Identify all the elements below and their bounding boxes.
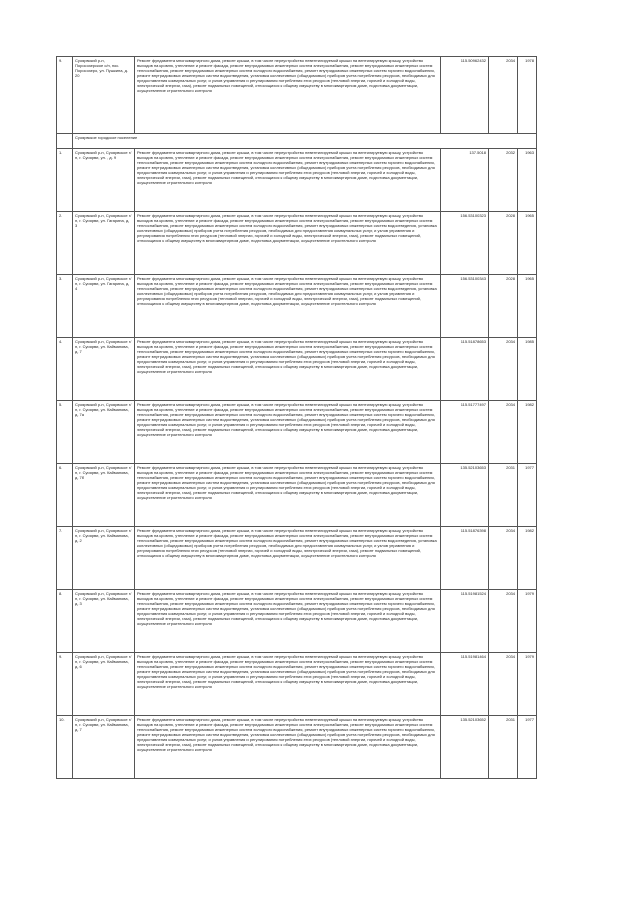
row-plan-year: 2031 [489,464,518,527]
row-area: 115.51876398 [441,527,489,590]
row-build-year: 1977 [518,716,537,779]
row-build-year: 1978 [518,57,537,134]
row-build-year: 1965 [518,212,537,275]
row-address: Суоярвский р-н, Суоярвское г/п, г. Суоярви, ул. Гагарина, д. 3 [73,212,135,275]
row-build-year: 1965 [518,275,537,338]
row-build-year: 1982 [518,401,537,464]
row-address: Суоярвский р-н, Суоярвское г/п, г. Суоярви, ул. , д. 9 [73,149,135,212]
row-plan-year: 2034 [489,653,518,716]
section-row [57,134,537,149]
register-table [56,56,537,779]
row-plan-year: 2028 [489,275,518,338]
row-works: Ремонт фундамента многоквартирного дома, ремонт крыши, в том числе переустройство невентилируемой крыши на вентилируемую крышу, устройство выходов на кровлю, утепление и ремонт фасада, ремонт внутридомовых инженерных систем электроснабжения, ремонт внутридомовых инженерных систем теплоснабжения, ремонт внутридомовых инженерных систем холодного водоснабжения, ремонт внутридомовых инженерных систем горячего водоснабжения, ремонт внутридомовых инженерных систем водоотведения, установка коллективных (общедомовых) приборов учета потребления ресурсов, необходимых для предоставления коммунальных услуг, и узлов управления и регулирования потребления этих ресурсов (тепловой энергии, горячей и холодной воды, электрической энергии, газа), ремонт подвальных помещений, относящихся к общему имуществу в многоквартирном доме, подготовка документации, осуществление строительного контроля [135,338,441,401]
row-build-year: 1985 [518,338,537,401]
row-works: Ремонт фундамента многоквартирного дома, ремонт крыши, в том числе переустройство невентилируемой крыши на вентилируемую крышу, устройство выходов на кровлю, утепление и ремонт фасада, ремонт внутридомовых инженерных систем электроснабжения, ремонт внутридомовых инженерных систем теплоснабжения, ремонт внутридомовых инженерных систем холодного водоснабжения, ремонт внутридомовых инженерных систем горячего водоснабжения, ремонт внутридомовых инженерных систем водоотведения, установка коллективных (общедомовых) приборов учета потребления ресурсов, необходимых для предоставления коммунальных услуг, и узлов управления и регулирования потребления этих ресурсов (тепловой энергии, горячей и холодной воды, электрической энергии, газа), ремонт подвальных помещений, относящихся к общему имуществу в многоквартирном доме, подготовка документации, осуществление строительного контроля [135,464,441,527]
row-works: Ремонт фундамента многоквартирного дома, ремонт крыши, в том числе переустройство невентилируемой крыши на вентилируемую крышу, устройство выходов на кровлю, утепление и ремонт фасада, ремонт внутридомовых инженерных систем электроснабжения, ремонт внутридомовых инженерных систем теплоснабжения, ремонт внутридомовых инженерных систем холодного водоснабжения, ремонт внутридомовых инженерных систем водоотведения, установка коллективных (общедомовых) приборов учета потребления ресурсов, необходимых для предоставления коммунальных услуг, и узлов управления и регулирования потребления этих ресурсов (тепловой энергии, горячей и холодной воды, электрической энергии, газа), ремонт подвальных помещений, относящихся к общему имуществу в многоквартирном доме, подготовка документации, осуществление строительного контроля [135,212,441,275]
row-build-year: 1979 [518,653,537,716]
row-build-year: 1979 [518,590,537,653]
row-number: 5. [57,401,73,464]
row-number: 6. [57,464,73,527]
row-number: 8. [57,590,73,653]
row-works: Ремонт фундамента многоквартирного дома, ремонт крыши, в том числе переустройство невентилируемой крыши на вентилируемую крышу, устройство выходов на кровлю, утепление и ремонт фасада, ремонт внутридомовых инженерных систем электроснабжения, ремонт внутридомовых инженерных систем теплоснабжения, ремонт внутридомовых инженерных систем холодного водоснабжения, ремонт внутридомовых инженерных систем горячего водоснабжения, ремонт внутридомовых инженерных систем водоотведения, установка коллективных (общедомовых) приборов учета потребления ресурсов, необходимых для предоставления коммунальных услуг, и узлов управления и регулирования потребления этих ресурсов (тепловой энергии, горячей и холодной воды, электрической энергии, газа), ремонт подвальных помещений, относящихся к общему имуществу в многоквартирном доме, подготовка документации, осуществление строительного контроля [135,401,441,464]
row-address: Суоярвский р-н, Поросозерское с/п, пос. Поросозеро, ул. Пушкина, д. 20 [73,57,135,134]
row-works: Ремонт фундамента многоквартирного дома, ремонт крыши, в том числе переустройство невентилируемой крыши на вентилируемую крышу, устройство выходов на кровлю, утепление и ремонт фасада, ремонт внутридомовых инженерных систем электроснабжения, ремонт внутридомовых инженерных систем теплоснабжения, ремонт внутридомовых инженерных систем холодного водоснабжения, ремонт внутридомовых инженерных систем горячего водоснабжения, ремонт внутридомовых инженерных систем водоотведения, установка коллективных (общедомовых) приборов учета потребления ресурсов, необходимых для предоставления коммунальных услуг, и узлов управления и регулирования потребления этих ресурсов (тепловой энергии, горячей и холодной воды, электрической энергии, газа), ремонт подвальных помещений, относящихся к общему имуществу в многоквартирном доме, подготовка документации, осуществление строительного контроля [135,716,441,779]
table-row [57,275,537,338]
row-works: Ремонт фундамента многоквартирного дома, ремонт крыши, в том числе переустройство невентилируемой крыши на вентилируемую крышу, устройство выходов на кровлю, утепление и ремонт фасада, ремонт внутридомовых инженерных систем электроснабжения, ремонт внутридомовых инженерных систем теплоснабжения, ремонт внутридомовых инженерных систем холодного водоснабжения, ремонт внутридомовых инженерных систем горячего водоснабжения, ремонт внутридомовых инженерных систем водоотведения, установка коллективных (общедомовых) приборов учета потребления ресурсов, необходимых для предоставления коммунальных услуг, и узлов управления и регулирования потребления этих ресурсов (тепловой энергии, горячей и холодной воды, электрической энергии, газа), ремонт подвальных помещений, относящихся к общему имуществу в многоквартирном доме, подготовка документации, осуществление строительного контроля [135,590,441,653]
table-row [57,464,537,527]
row-works: Ремонт фундамента многоквартирного дома, ремонт крыши, в том числе переустройство невентилируемой крыши на вентилируемую крышу, устройство выходов на кровлю, утепление и ремонт фасада, ремонт внутридомовых инженерных систем электроснабжения, ремонт внутридомовых инженерных систем теплоснабжения, ремонт внутридомовых инженерных систем холодного водоснабжения, ремонт внутридомовых инженерных систем водоотведения, установка коллективных (общедомовых) приборов учета потребления ресурсов, необходимых для предоставления коммунальных услуг, и узлов управления и регулирования потребления этих ресурсов (тепловой энергии, горячей и холодной воды, электрической энергии, газа), ремонт подвальных помещений, относящихся к общему имуществу в многоквартирном доме, подготовка документации, осуществление строительного контроля [135,275,441,338]
row-number: 10. [57,716,73,779]
row-number: 2. [57,212,73,275]
row-area: 115.51777497 [441,401,489,464]
row-address: Суоярвский р-н, Суоярвское г/п, г. Суоярви, ул. Кайманова, д. 7б [73,464,135,527]
row-plan-year: 2034 [489,338,518,401]
row-plan-year: 2034 [489,527,518,590]
table-row [57,527,537,590]
row-plan-year: 2028 [489,212,518,275]
table-row [57,149,537,212]
row-area: 115.51981464 [441,653,489,716]
row-area: 115.51878653 [441,338,489,401]
row-build-year: 1977 [518,464,537,527]
row-address: Суоярвский р-н, Суоярвское г/п, г. Суоярви, ул. Кайманова, д. 2 [73,527,135,590]
row-number: 9. [57,653,73,716]
row-build-year: 1982 [518,527,537,590]
row-works: Ремонт фундамента многоквартирного дома, ремонт крыши, в том числе переустройство невентилируемой крыши на вентилируемую крышу, устройство выходов на кровлю, утепление и ремонт фасада, ремонт внутридомовых инженерных систем электроснабжения, ремонт внутридомовых инженерных систем теплоснабжения, ремонт внутридомовых инженерных систем холодного водоснабжения, ремонт внутридомовых инженерных систем горячего водоснабжения, ремонт внутридомовых инженерных систем водоотведения, установка коллективных (общедомовых) приборов учета потребления ресурсов, необходимых для предоставления коммунальных услуг, и узлов управления и регулирования потребления этих ресурсов (тепловой энергии, горячей и холодной воды, электрической энергии, газа), ремонт подвальных помещений, относящихся к общему имуществу в многоквартирном доме, подготовка документации, осуществление строительного контроля [135,57,441,134]
row-plan-year: 2034 [489,401,518,464]
row-area: 135.52103653 [441,464,489,527]
row-number: 3. [57,275,73,338]
row-address: Суоярвский р-н, Суоярвское г/п, г. Суоярви, ул. Гагарина, д. 4 [73,275,135,338]
table-row [57,653,537,716]
table-row [57,338,537,401]
row-area: 156.53100343 [441,275,489,338]
row-works: Ремонт фундамента многоквартирного дома, ремонт крыши, в том числе переустройство невентилируемой крыши на вентилируемую крышу, устройство выходов на кровлю, утепление и ремонт фасада, ремонт внутридомовых инженерных систем электроснабжения, ремонт внутридомовых инженерных систем теплоснабжения, ремонт внутридомовых инженерных систем холодного водоснабжения, ремонт внутридомовых инженерных систем горячего водоснабжения, ремонт внутридомовых инженерных систем водоотведения, установка коллективных (общедомовых) приборов учета потребления ресурсов, необходимых для предоставления коммунальных услуг, и узлов управления и регулирования потребления этих ресурсов (тепловой энергии, горячей и холодной воды, электрической энергии, газа), ремонт подвальных помещений, относящихся к общему имуществу в многоквартирном доме, подготовка документации, осуществление строительного контроля [135,149,441,212]
section-empty-cell [57,134,73,149]
table-row [57,716,537,779]
table-row [57,590,537,653]
row-address: Суоярвский р-н, Суоярвское г/п, г. Суоярви, ул. Кайманова, д. 6 [73,653,135,716]
row-number: 4. [57,338,73,401]
row-number: 1. [57,149,73,212]
row-works: Ремонт фундамента многоквартирного дома, ремонт крыши, в том числе переустройство невентилируемой крыши на вентилируемую крышу, устройство выходов на кровлю, утепление и ремонт фасада, ремонт внутридомовых инженерных систем электроснабжения, ремонт внутридомовых инженерных систем теплоснабжения, ремонт внутридомовых инженерных систем холодного водоснабжения, ремонт внутридомовых инженерных систем водоотведения, установка коллективных (общедомовых) приборов учета потребления ресурсов, необходимых для предоставления коммунальных услуг, и узлов управления и регулирования потребления этих ресурсов (тепловой энергии, горячей и холодной воды, электрической энергии, газа), ремонт подвальных помещений, относящихся к общему имуществу в многоквартирном доме, подготовка документации, осуществление строительного контроля [135,527,441,590]
row-area: 137.5018 [441,149,489,212]
row-address: Суоярвский р-н, Суоярвское г/п, г. Суоярви, ул. Кайманова, д. 3 [73,590,135,653]
row-works: Ремонт фундамента многоквартирного дома, ремонт крыши, в том числе переустройство невентилируемой крыши на вентилируемую крышу, устройство выходов на кровлю, утепление и ремонт фасада, ремонт внутридомовых инженерных систем электроснабжения, ремонт внутридомовых инженерных систем теплоснабжения, ремонт внутридомовых инженерных систем холодного водоснабжения, ремонт внутридомовых инженерных систем горячего водоснабжения, ремонт внутридомовых инженерных систем водоотведения, установка коллективных (общедомовых) приборов учета потребления ресурсов, необходимых для предоставления коммунальных услуг, и узлов управления и регулирования потребления этих ресурсов (тепловой энергии, горячей и холодной воды, электрической энергии, газа), ремонт подвальных помещений, относящихся к общему имуществу в многоквартирном доме, подготовка документации, осуществление строительного контроля [135,653,441,716]
row-address: Суоярвский р-н, Суоярвское г/п, г. Суоярви, ул. Кайманова, д. 7 [73,716,135,779]
table-row [57,57,537,134]
row-plan-year: 2031 [489,716,518,779]
row-area: 115.50962432 [441,57,489,134]
row-plan-year: 2034 [489,57,518,134]
row-number: 9. [57,57,73,134]
row-number: 7. [57,527,73,590]
section-title: Суоярвское городское поселение [73,134,537,149]
row-plan-year: 2034 [489,590,518,653]
table-row [57,212,537,275]
row-area: 156.53100323 [441,212,489,275]
row-address: Суоярвский р-н, Суоярвское г/п, г. Суоярви, ул. Кайманова, д. 7а [73,401,135,464]
table-row [57,401,537,464]
row-build-year: 1963 [518,149,537,212]
row-area: 115.51981524 [441,590,489,653]
row-plan-year: 2032 [489,149,518,212]
row-address: Суоярвский р-н, Суоярвское г/п, г. Суоярви, ул. Кайманова, д. 7 [73,338,135,401]
row-area: 135.52103652 [441,716,489,779]
